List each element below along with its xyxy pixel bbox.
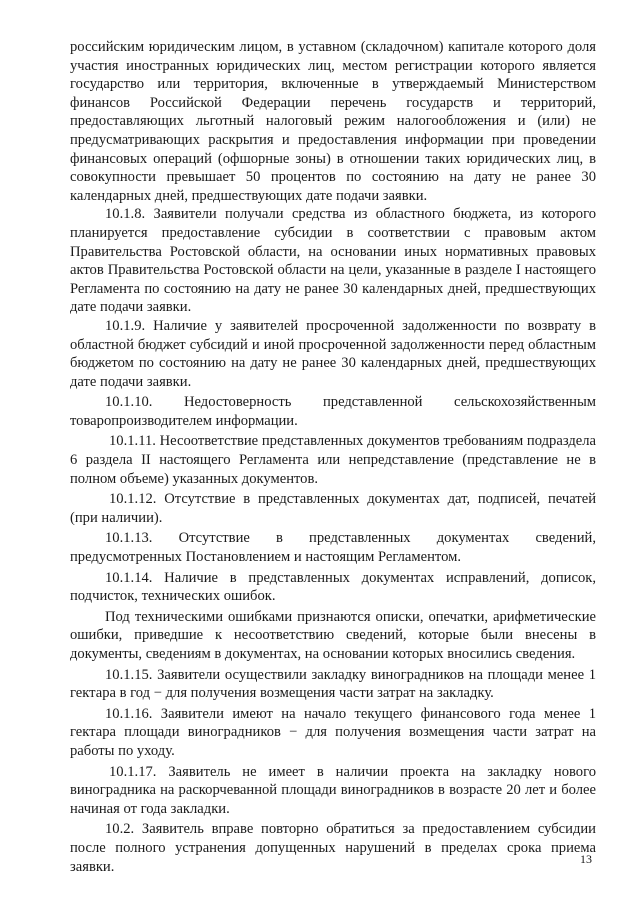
paragraph-10-1-9: 10.1.9. Наличие у заявителей просроченной задолженности по возврату в областной бюджет субсидий и иной просроченной задолженности перед областным бюджетом по состоянию на дату не ранее 30 календарных дней, предшествующих дате подачи заявки. [70,317,596,390]
paragraph-10-2: 10.2. Заявитель вправе повторно обратиться за предоставлением субсидии после полного устранения допущенных нарушений в пределах срока приема заявки. [70,821,596,875]
page-number: 13 [580,852,592,866]
paragraph-10-1-15: 10.1.15. Заявители осуществили закладку виноградников на площади менее 1 гектара в год − для получения возмещения части затрат на закладку. [70,666,596,702]
paragraph-10-1-11: 10.1.11. Несоответствие представленных документов требованиям подраздела 6 раздела II настоящего Регламента или непредставление (представление не в полном объеме) указанных документов. [70,433,596,487]
paragraph-continuation: российским юридическим лицом, в уставном (складочном) капитале которого доля участия иностранных юридических лиц, местом регистрации которого является государство или территория, включенные в утверждаемый Министерством финансов Российской Федерации перечень государств и территорий, предоставляющих льготный налоговый режим налогообложения и (или) не предусматривающих раскрытия и предоставления информации при проведении финансовых операций (офшорные зоны) в отношении таких юридических лиц, в совокупности превышает 50 процентов по состоянию на дату не ранее 30 календарных дней, предшествующих дате подачи заявки. [70,39,596,204]
document-body [70,38,596,876]
paragraph-10-1-13: 10.1.13. Отсутствие в представленных документах сведений, предусмотренных Постановлением и настоящим Регламентом. [70,530,596,566]
paragraph-10-1-14: 10.1.14. Наличие в представленных документах исправлений, дописок, подчисток, технических ошибок. [70,569,596,605]
paragraph-10-1-17: 10.1.17. Заявитель не имеет в наличии проекта на закладку нового виноградника на раскорчеванной площади виноградников в возрасте 20 лет и более начиная от года закладки. [70,763,596,817]
paragraph-10-1-10: 10.1.10. Недостоверность представленной сельскохозяйственным товаропроизводителем информации. [70,394,596,429]
paragraph-10-1-8: 10.1.8. Заявители получали средства из областного бюджета, из которого планируется предоставление субсидии в соответствии с правовым актом Правительства Ростовской области, на основании иных нормативных правовых актов Правительства Ростовской области на цели, указанные в разделе I настоящего Регламента по состоянию на дату не ранее 30 календарных дней, предшествующих дате подачи заявки. [70,206,596,316]
paragraph-10-1-16: 10.1.16. Заявители имеют на начало текущего финансового года менее 1 гектара площади виноградников − для получения возмещения части затрат на работы по уходу. [70,705,596,759]
paragraph-10-1-12: 10.1.12. Отсутствие в представленных документах дат, подписей, печатей (при наличии). [70,491,596,526]
paragraph-technical-errors: Под техническими ошибками признаются описки, опечатки, арифметические ошибки, приведшие к несоответствию сведений, которые были внесены в документы, сведениям в документах, на основании которых вносились сведения. [70,608,596,662]
